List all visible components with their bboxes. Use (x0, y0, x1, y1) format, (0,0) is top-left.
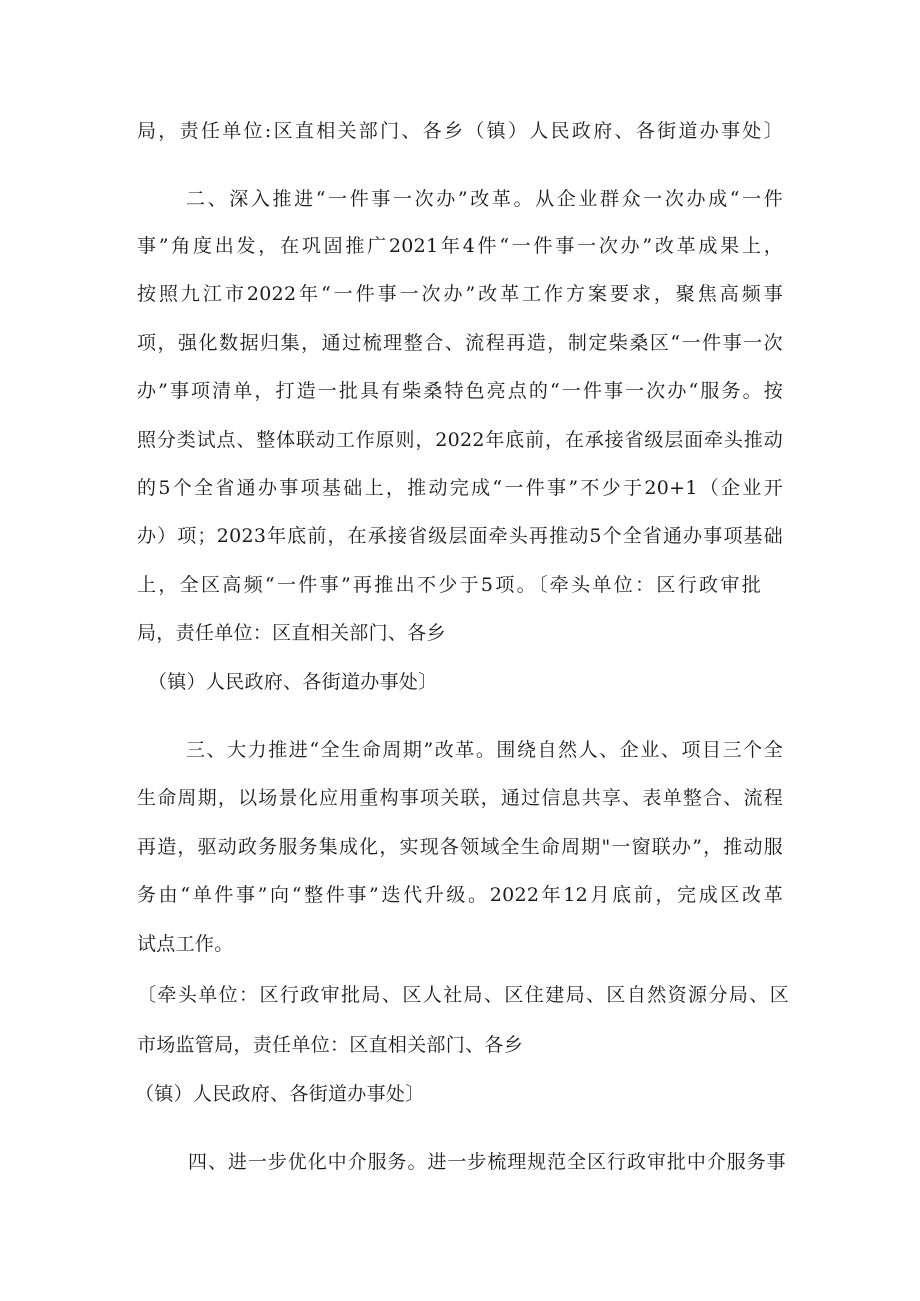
text-line: 再造，驱动政务服务集成化，实现各领域全生命周期"一窗联办”，推动服 (137, 836, 783, 858)
text-line: （镇）人民政府、各街道办事处〕 (148, 671, 438, 693)
text-line: 试点工作。 (137, 933, 234, 955)
text-line: 局，责任单位：区直相关部门、各乡 (137, 622, 446, 644)
text-line: 上，全区高频“一件事”再推出不少于5项。〔牵头单位：区行政审批 (137, 574, 761, 596)
text-line: 照分类试点、整体联动工作原则，2022年底前，在承接省级层面牵头推动 (137, 429, 783, 451)
text-line: 生命周期，以场景化应用重构事项关联，通过信息共享、表单整合、流程 (137, 787, 783, 809)
text-line: 〔牵头单位：区行政审批局、区人社局、区住建局、区自然资源分局、区 (137, 984, 789, 1006)
text-line: 办”事项清单，打造一批具有柴桑特色亮点的“一件事一次办“服务。按 (137, 380, 783, 402)
text-line: 市场监管局，责任单位：区直相关部门、各乡 (137, 1034, 524, 1056)
paragraph-2-heading-line: 二、深入推进“一件事一次办”改革。从企业群众一次办成“一件 (186, 188, 783, 210)
text-line: 的5个全省通办事项基础上，推动完成“一件事”不少于20+1（企业开 (137, 477, 783, 499)
text-line: 局，责任单位:区直相关部门、各乡（镇）人民政府、各街道办事处〕 (137, 120, 783, 142)
text-line: （镇）人民政府、各街道办事处〕 (135, 1083, 425, 1105)
text-line: 事”角度出发，在巩固推广2021年4件“一件事一次办”改革成果上， (137, 235, 783, 257)
paragraph-3-heading-line: 三、大力推进“全生命周期”改革。围绕自然人、企业、项目三个全 (186, 739, 783, 761)
text-line: 办）项；2023年底前，在承接省级层面牵头再推动5个全省通办事项基础 (137, 525, 783, 547)
paragraph-4-heading-line: 四、进一步优化中介服务。进一步梳理规范全区行政审批中介服务事 (188, 1151, 786, 1173)
text-line: 务由“单件事”向“整件事”迭代升级。2022年12月底前，完成区改革 (137, 884, 783, 906)
text-line: 项，强化数据归集，通过梳理整合、流程再造，制定柴桑区“一件事一次 (137, 332, 783, 354)
text-line: 按照九江市2022年“一件事一次办”改革工作方案要求，聚焦高频事 (137, 283, 783, 305)
